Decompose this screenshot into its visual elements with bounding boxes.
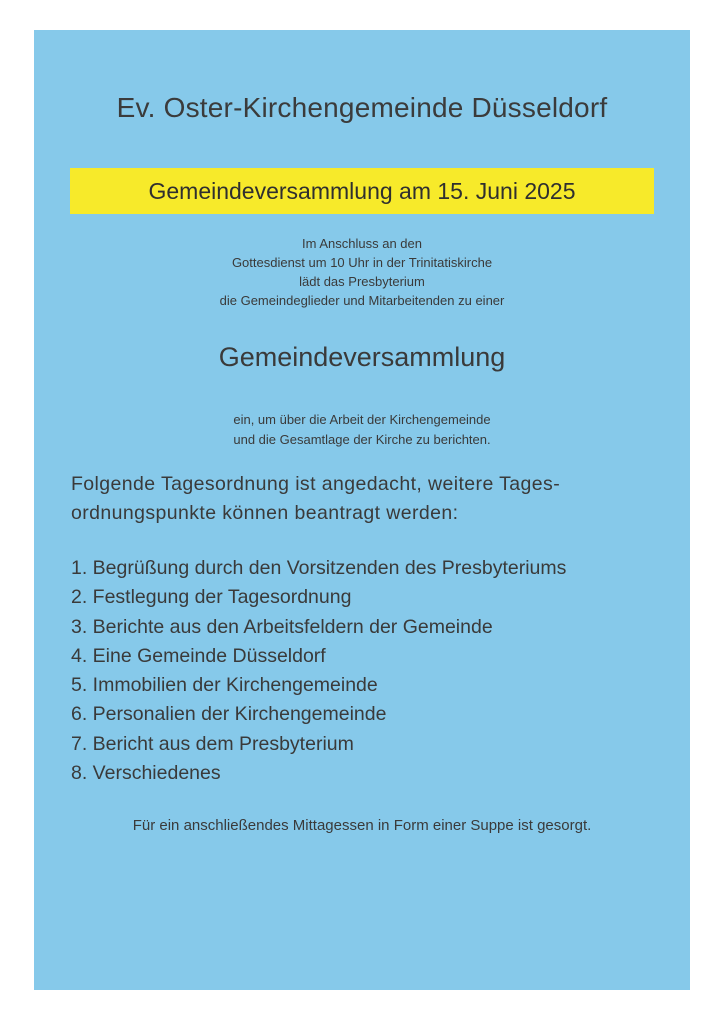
purpose-line: und die Gesamtlage der Kirche zu berichten. xyxy=(233,432,491,447)
agenda-intro-line: Folgende Tagesordnung ist angedacht, weitere Tages- xyxy=(71,473,561,495)
purpose-text xyxy=(34,410,690,450)
purpose-line: ein, um über die Arbeit der Kirchengemeinde xyxy=(233,412,491,427)
invitation-line: Im Anschluss an den xyxy=(302,236,422,251)
event-heading: Gemeindeversammlung xyxy=(218,342,506,372)
agenda-intro xyxy=(71,470,661,528)
agenda-item: 7. Bericht aus dem Presbyterium xyxy=(71,732,354,755)
agenda-item: 6. Personalien der Kirchengemeinde xyxy=(71,703,387,726)
agenda-list xyxy=(71,554,566,788)
invitation-line: Gottesdienst um 10 Uhr in der Trinitatiskirche xyxy=(231,255,493,270)
agenda-item: 2. Festlegung der Tagesordnung xyxy=(71,586,352,609)
closing-note: Für ein anschließendes Mittagessen in Form einer Suppe ist gesorgt. xyxy=(132,817,592,834)
notice-sheet xyxy=(34,30,690,990)
date-banner: Gemeindeversammlung am 15. Juni 2025 xyxy=(70,168,654,214)
invitation-line: die Gemeindeglieder und Mitarbeitenden zu einer xyxy=(219,293,505,308)
agenda-item: 8. Verschiedenes xyxy=(71,762,221,785)
congregation-title: Ev. Oster-Kirchengemeinde Düsseldorf xyxy=(116,92,608,123)
agenda-item: 4. Eine Gemeinde Düsseldorf xyxy=(71,644,326,667)
agenda-item: 5. Immobilien der Kirchengemeinde xyxy=(71,674,378,697)
invitation-text xyxy=(34,234,690,310)
agenda-item: 1. Begrüßung durch den Vorsitzenden des Presbyteriums xyxy=(71,557,567,579)
agenda-intro-line: ordnungspunkte können beantragt werden: xyxy=(71,502,459,524)
agenda-item: 3. Berichte aus den Arbeitsfeldern der Gemeinde xyxy=(71,615,493,638)
invitation-line: lädt das Presbyterium xyxy=(299,274,425,289)
